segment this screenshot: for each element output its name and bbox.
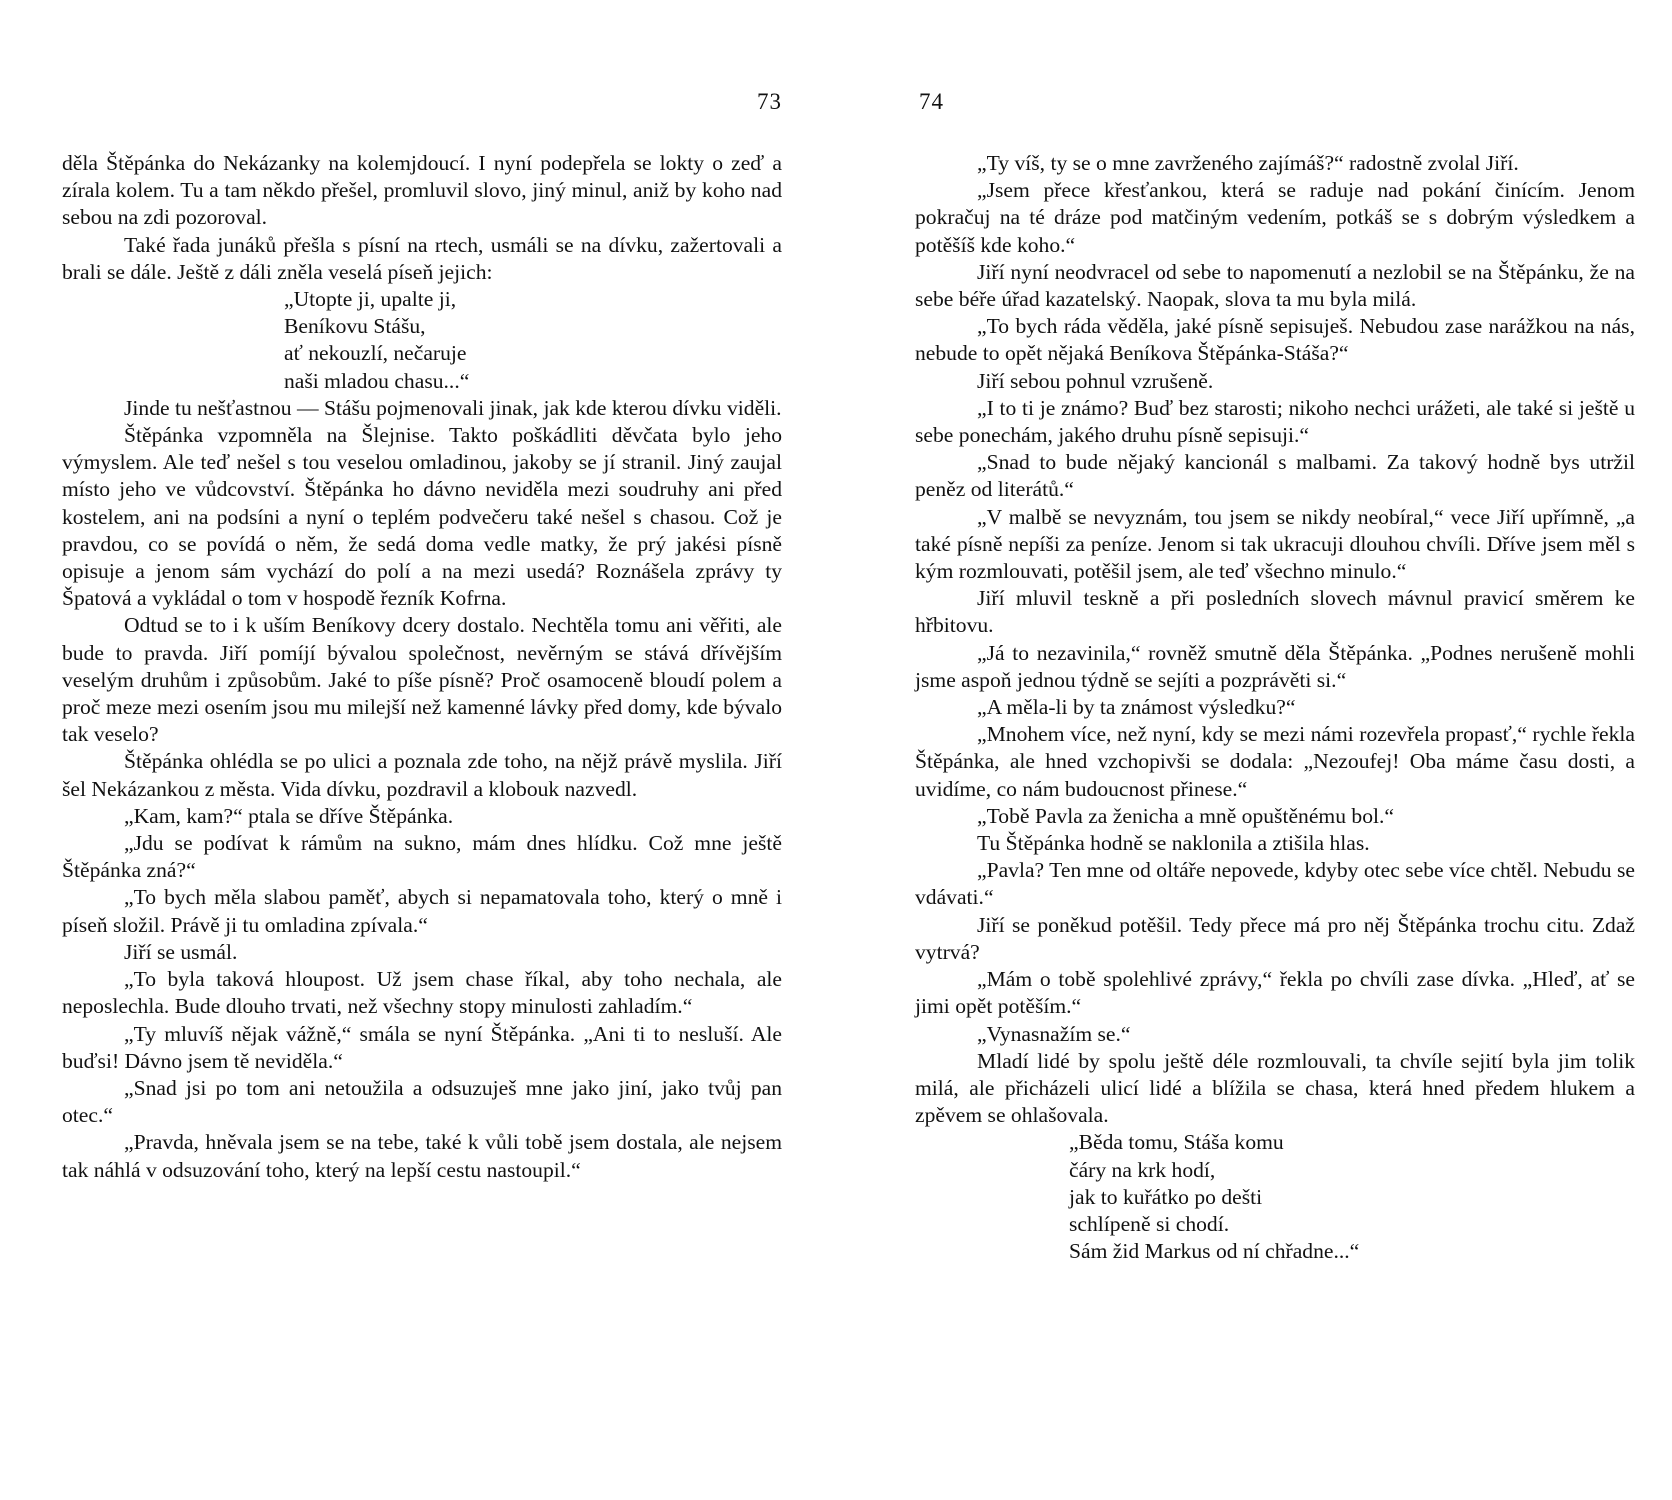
verse-line: schlípeně si chodí. — [1069, 1211, 1230, 1236]
paragraph: Mladí lidé by spolu ještě déle rozmlouvali, ta chvíle sejití byla jim tolik milá, ale přicházeli ulicí lidé a blížila se chasa, která hned předem hlukem a zpěvem se ohlašovala. — [915, 1048, 1635, 1128]
paragraph: „V malbě se nevyznám, tou jsem se nikdy neobíral,“ vece Jiří upřímně, „a také písně nepíši za peníze. Jenom si tak ukracuji dlouhou chvíli. Dříve jsem měl s kým rozmlouvati, potěšil jsem, ale teď všechno minulo.“ — [915, 504, 1635, 584]
verse-line: „Běda tomu, Stáša komu — [1069, 1130, 1284, 1155]
right-page — [915, 0, 1635, 1500]
paragraph: „Kam, kam?“ ptala se dříve Štěpánka. — [124, 803, 454, 828]
page-text — [62, 150, 782, 1184]
paragraph: „Mnohem více, než nyní, kdy se mezi námi rozevřela propasť,“ rychle řekla Štěpánka, ale hned vzchopivši se dodala: „Nezoufej! Oba máme času dosti, a uvidíme, co nám budoucnost přinese.“ — [915, 722, 1635, 801]
paragraph: „To byla taková hloupost. Už jsem chase říkal, aby toho nechala, ale neposlechla. Bude dlouho trvati, než všechny stopy minulosti zahladím.“ — [62, 967, 782, 1019]
paragraph: Jinde tu nešťastnou — Stášu pojmenovali jinak, jak kde kterou dívku viděli. — [124, 395, 782, 420]
paragraph: Tu Štěpánka hodně se naklonila a ztišila hlas. — [977, 831, 1370, 856]
page-number: 74 — [919, 89, 944, 114]
paragraph: „Ty víš, ty se o mne zavrženého zajímáš?“ radostně zvolal Jiří. — [977, 151, 1519, 175]
paragraph: Štěpánka ohlédla se po ulici a poznala zde toho, na nějž právě myslila. Jiří šel Nekázankou z města. Vida dívku, pozdravil a klobouk nazvedl. — [62, 749, 782, 801]
verse-line: čáry na krk hodí, — [1069, 1157, 1216, 1182]
left-page — [62, 0, 782, 1500]
paragraph: „Jsem přece křesťankou, která se raduje nad pokání činícím. Jenom pokračuj na té dráze pod matčiným vedením, potkáš se s dobrým výsledkem a potěšíš kde koho.“ — [915, 178, 1635, 257]
page-number: 73 — [757, 89, 782, 114]
paragraph: Jiří se poněkud potěšil. Tedy přece má pro něj Štěpánka trochu citu. Zdaž vytrvá? — [915, 912, 1635, 964]
paragraph: děla Štěpánka do Nekázanky na kolemjdoucí. I nyní podepřela se lokty o zeď a zírala kolem. Tu a tam někdo přešel, promluvil slovo, jiný minul, aniž by koho nad sebou na zdi pozoroval. — [62, 151, 782, 230]
paragraph: „Snad to bude nějaký kancionál s malbami. Za takový hodně bys utržil peněz od literátů.“ — [915, 450, 1635, 502]
verse — [915, 1129, 1635, 1265]
paragraph: „Pavla? Ten mne od oltáře nepovede, kdyby otec sebe více chtěl. Nebudu se vdávati.“ — [915, 858, 1635, 910]
paragraph: „A měla-li by ta známost výsledku?“ — [977, 695, 1296, 720]
verse-line: ať nekouzlí, nečaruje — [284, 341, 467, 366]
paragraph: „Já to nezavinila,“ rovněž smutně děla Štěpánka. „Podnes nerušeně mohli jsme aspoň jednou týdně se sejíti a pozprávěti si.“ — [915, 640, 1635, 692]
paragraph: „Ty mluvíš nějak vážně,“ smála se nyní Štěpánka. „Ani ti to nesluší. Ale buďsi! Dávno jsem tě neviděla.“ — [62, 1021, 782, 1073]
verse — [62, 286, 782, 395]
paragraph: „Mám o tobě spolehlivé zprávy,“ řekla po chvíli zase dívka. „Hleď, ať se jimi opět potěším.“ — [915, 967, 1635, 1019]
paragraph: „To bych ráda věděla, jaké písně sepisuješ. Nebudou zase narážkou na nás, nebude to opět nějaká Beníkova Štěpánka-Stáša?“ — [915, 314, 1635, 366]
page-text — [915, 150, 1635, 1265]
paragraph: „Vynasnažím se.“ — [977, 1021, 1131, 1046]
paragraph: „To bych měla slabou paměť, abych si nepamatovala toho, který o mně i píseň složil. Právě ji tu omladina zpívala.“ — [62, 885, 782, 937]
verse-line: „Utopte ji, upalte ji, — [284, 287, 457, 312]
paragraph: „I to ti je známo? Buď bez starosti; nikoho nechci urážeti, ale také si ještě u sebe ponechám, jakého druhu písně sepisuji.“ — [915, 395, 1635, 448]
paragraph: Jiří se usmál. — [124, 939, 238, 964]
paragraph: „Snad jsi po tom ani netoužila a odsuzuješ mne jako jiní, jako tvůj pan otec.“ — [62, 1075, 782, 1128]
paragraph: „Pravda, hněvala jsem se na tebe, také k vůli tobě jsem dostala, ale nejsem tak náhlá v odsuzování toho, který na lepší cestu nastoupil.“ — [62, 1130, 782, 1182]
verse-line: naši mladou chasu...“ — [284, 368, 470, 393]
paragraph: Jiří nyní neodvracel od sebe to napomenutí a nezlobil se na Štěpánku, že na sebe béře úřad kazatelský. Naopak, slova ta mu byla milá. — [915, 259, 1635, 312]
paragraph: Jiří sebou pohnul vzrušeně. — [977, 368, 1214, 393]
paragraph: Odtud se to i k uším Beníkovy dcery dostalo. Nechtěla tomu ani věřiti, ale bude to pravda. Jiří pomíjí bývalou společnost, nevěrným se stává dřívějším veselým druhům i způsobům. Jaké to píše písně? Proč osamoceně bloudí polem a proč meze mezi osením jsou mu milejší než kamenné lávky před domy, kde bývalo tak veselo? — [62, 613, 782, 747]
paragraph: „Jdu se podívat k rámům na sukno, mám dnes hlídku. Což mne ještě Štěpánka zná?“ — [62, 831, 782, 883]
paragraph: Jiří mluvil teskně a při posledních slovech mávnul pravicí směrem ke hřbitovu. — [915, 586, 1635, 638]
paragraph: „Tobě Pavla za ženicha a mně opuštěnému bol.“ — [977, 803, 1394, 828]
paragraph: Štěpánka vzpomněla na Šlejnise. Takto poškádliti děvčata bylo jeho výmyslem. Ale teď nešel s tou veselou omladinou, jakoby se jí stranil. Jiný zaujal místo jeho ve vůdcovství. Štěpánka ho dávno neviděla mezi soudruhy ani před kostelem, ani na podsíni a nyní o teplém podvečeru také nešel s chasou. Což je pravdou, co se povídá o něm, že sedá doma vedle matky, že prý jakési písně opisuje a jenom sám vychází do polí a na mezi usedá? Roznášela zprávy ty Špatová a vykládal o tom v hospodě řezník Kofrna. — [62, 423, 782, 611]
verse-line: Sám žid Markus od ní chřadne...“ — [1069, 1239, 1360, 1264]
paragraph: Také řada junáků přešla s písní na rtech, usmáli se na dívku, zažertovali a brali se dále. Ještě z dáli zněla veselá píseň jejich: — [62, 232, 782, 284]
verse-line: jak to kuřátko po dešti — [1069, 1184, 1263, 1209]
verse-line: Beníkovu Stášu, — [284, 314, 426, 339]
